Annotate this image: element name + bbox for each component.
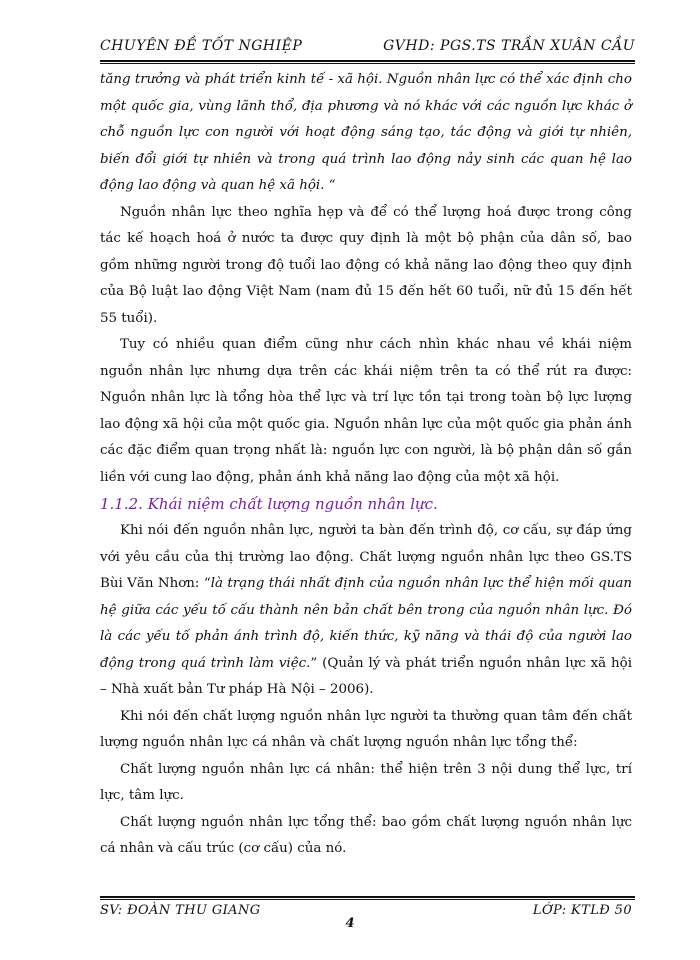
header-document-title: CHUYÊN ĐỀ TỐT NGHIỆP bbox=[100, 38, 303, 54]
page-body bbox=[100, 67, 632, 863]
paragraph-quality-types: Khi nói đến chất lượng nguồn nhân lực người ta thường quan tâm đến chất lượng nguồn nhân lực cá nhân và chất lượng nguồn nhân lực tổng thể: bbox=[100, 708, 632, 750]
paragraph-quote-continuation: tăng trưởng và phát triển kinh tế - xã hội. Nguồn nhân lực có thể xác định cho một quốc gia, vùng lãnh thổ, địa phương và nó khác với các nguồn lực khác ở chỗ nguồn lực con người với hoạt động sáng tạo, tác động và giới tự nhiên, biến đổi giới tự nhiên và trong quá trình lao động nảy sinh các quan hệ lao động lao động và quan hệ xã hội. “ bbox=[100, 72, 632, 193]
page-header bbox=[100, 38, 635, 60]
footer-student-name: SV: ĐOÀN THU GIANG bbox=[100, 903, 261, 918]
header-rule bbox=[100, 60, 635, 64]
footer-class: LỚP: KTLĐ 50 bbox=[532, 903, 632, 918]
paragraph-quality-definition bbox=[100, 518, 632, 704]
section-heading: 1.1.2. Khái niệm chất lượng nguồn nhân lực. bbox=[100, 495, 438, 513]
paragraph-narrow-definition: Nguồn nhân lực theo nghĩa hẹp và để có thể lượng hoá được trong công tác kế hoạch hoá ở nước ta được quy định là một bộ phận của dân số, bao gồm những người trong độ tuổi lao động có khả năng lao động theo quy định của Bộ luật lao động Việt Nam (nam đủ 15 đến hết 60 tuổi, nữ đủ 15 đến hết 55 tuổi). bbox=[100, 204, 632, 326]
paragraph-summary-definition: Tuy có nhiều quan điểm cũng như cách nhìn khác nhau về khái niệm nguồn nhân lực nhưng dựa trên các khái niệm trên ta có thể rút ra được: Nguồn nhân lực là tổng hòa thể lực và trí lực tồn tại trong toàn bộ lực lượng lao động xã hội của một quốc gia. Nguồn nhân lực của một quốc gia phản ánh các đặc điểm quan trọng nhất là: nguồn lực con người, là bộ phận dân số gắn liền với cung lao động, phản ánh khả năng lao động của một xã hội. bbox=[100, 337, 632, 485]
quality-citation-text: ” (Quản lý và phát triển nguồn nhân lực xã hội – Nhà xuất bản Tư pháp Hà Nội – 2006). bbox=[100, 655, 633, 697]
footer-rule bbox=[100, 896, 635, 900]
page-number: 4 bbox=[345, 916, 355, 931]
quality-quote-text: là trạng thái nhất định của nguồn nhân lực thể hiện mối quan hệ giữa các yếu tố cấu thành nên bản chất bên trong của nguồn nhân lực. Đó là các yếu tố phản ánh trình độ, kiến thức, kỹ năng và thái độ của người lao động trong quá trình làm việc. bbox=[100, 576, 632, 671]
paragraph-individual-quality: Chất lượng nguồn nhân lực cá nhân: thể hiện trên 3 nội dung thể lực, trí lực, tâm lực. bbox=[100, 761, 632, 803]
quality-lead-text: Khi nói đến nguồn nhân lực, người ta bàn đến trình độ, cơ cấu, sự đáp ứng với yêu cầu của thị trường lao động. Chất lượng nguồn nhân lực theo GS.TS Bùi Văn Nhơn: “ bbox=[100, 523, 632, 591]
header-supervisor: GVHD: PGS.TS TRẦN XUÂN CẦU bbox=[383, 38, 635, 54]
paragraph-overall-quality: Chất lượng nguồn nhân lực tổng thể: bao gồm chất lượng nguồn nhân lực cá nhân và cấu trúc (cơ cấu) của nó. bbox=[100, 814, 632, 856]
